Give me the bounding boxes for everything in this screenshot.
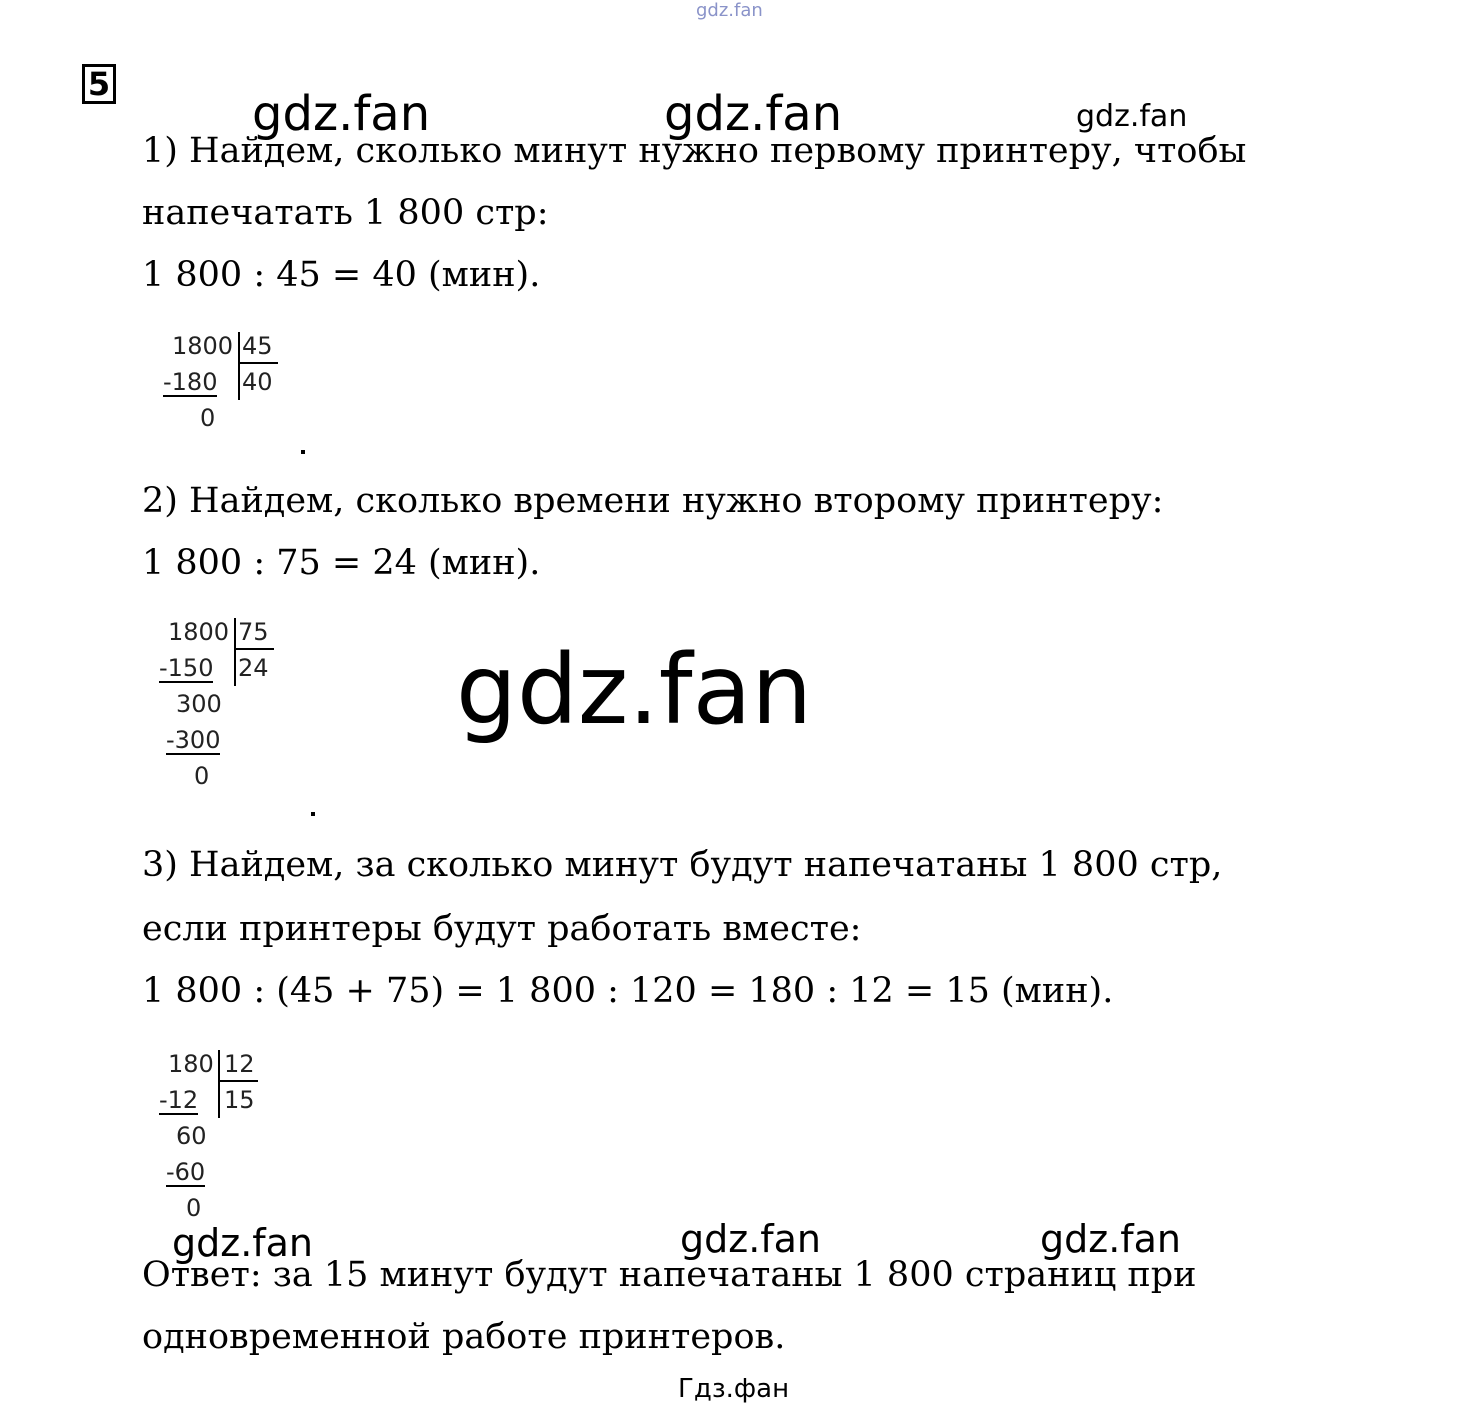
dot (301, 450, 305, 454)
watermark: gdz.fan (680, 1217, 822, 1261)
watermark-bottom: Гдз.фан (678, 1374, 790, 1404)
watermark: gdz.fan (1040, 1217, 1182, 1261)
step2-text-line1: 2) Найдем, сколько времени нужно второму принтеру: (142, 481, 1164, 521)
division-horizontal-line (234, 648, 274, 650)
division-vertical-line (218, 1050, 220, 1118)
division-horizontal-line (238, 362, 278, 364)
remainder: 0 (200, 404, 216, 432)
partial-remainder: 60 (176, 1122, 207, 1150)
dot (311, 812, 315, 816)
step3-equation: 1 800 : (45 + 75) = 1 800 : 120 = 180 : 12 = 15 (мин). (142, 971, 1114, 1011)
subtrahend: -300 (166, 726, 221, 754)
divisor: 12 (224, 1050, 255, 1078)
division-vertical-line (234, 618, 236, 686)
step3-text-line2: если принтеры будут работать вместе: (142, 909, 862, 949)
step2-equation: 1 800 : 75 = 24 (мин). (142, 543, 541, 583)
remainder: 0 (194, 762, 210, 790)
watermark-center: gdz.fan (456, 634, 813, 746)
long-division-2 (156, 616, 286, 796)
subtrahend: -12 (159, 1086, 199, 1114)
quotient: 15 (224, 1086, 255, 1114)
divisor: 75 (238, 618, 269, 646)
long-division-3 (156, 1048, 266, 1228)
watermark: gdz.fan (172, 1221, 314, 1265)
dividend: 1800 (172, 332, 234, 360)
step1-text-line2: напечатать 1 800 стр: (142, 193, 549, 233)
dividend: 1800 (168, 618, 230, 646)
divisor: 45 (242, 332, 273, 360)
subtrahend: -180 (163, 368, 218, 396)
quotient: 40 (242, 368, 273, 396)
division-vertical-line (238, 332, 240, 400)
step3-text-line1: 3) Найдем, за сколько минут будут напечатаны 1 800 стр, (142, 845, 1223, 885)
subtrahend: -150 (159, 654, 214, 682)
long-division-1 (160, 330, 290, 430)
subtrahend: -60 (166, 1158, 206, 1186)
watermark-top: gdz.fan (696, 0, 763, 21)
division-horizontal-line (218, 1080, 258, 1082)
partial-remainder: 300 (176, 690, 222, 718)
dividend: 180 (168, 1050, 214, 1078)
step1-equation: 1 800 : 45 = 40 (мин). (142, 255, 541, 295)
answer-line1: Ответ: за 15 минут будут напечатаны 1 800 страниц при (142, 1255, 1197, 1295)
step1-text-line1: 1) Найдем, сколько минут нужно первому принтеру, чтобы (142, 131, 1247, 171)
watermark: gdz.fan (1076, 99, 1188, 134)
watermark: gdz.fan (252, 86, 431, 142)
quotient: 24 (238, 654, 269, 682)
remainder: 0 (186, 1194, 202, 1222)
watermark: gdz.fan (664, 86, 843, 142)
task-number-badge: 5 (82, 64, 116, 104)
answer-line2: одновременной работе принтеров. (142, 1317, 786, 1357)
